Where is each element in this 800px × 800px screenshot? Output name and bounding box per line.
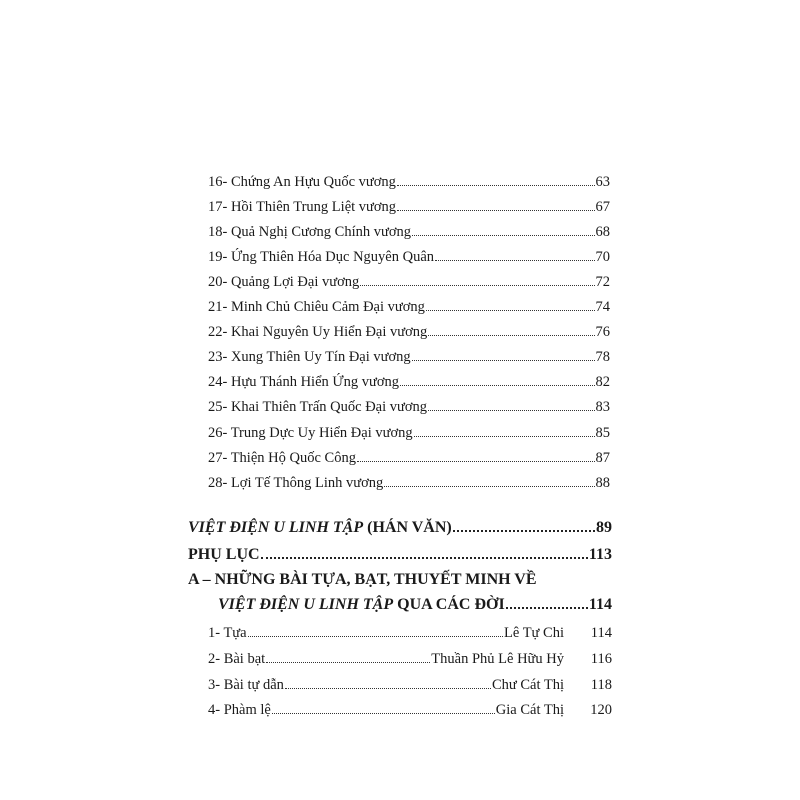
appendix-entry xyxy=(208,700,612,719)
section-part-a xyxy=(218,593,612,615)
leader-dots xyxy=(435,247,594,261)
entry-page: 68 xyxy=(595,224,610,240)
leader-dots xyxy=(453,516,595,532)
leader-dots xyxy=(412,222,594,236)
section-part-a-heading: A – NHỮNG BÀI TỰA, BẠT, THUYẾT MINH VỀ xyxy=(188,571,537,588)
leader-dots xyxy=(426,297,595,311)
toc-entry xyxy=(208,297,610,316)
entry-page: 120 xyxy=(590,702,612,718)
entry-label: 27- Thiện Hộ Quốc Công xyxy=(208,450,356,466)
leader-dots xyxy=(261,543,588,559)
section-title-italic: VIỆT ĐIỆN U LINH TẬP xyxy=(188,519,364,536)
leader-dots xyxy=(285,675,491,689)
leader-dots xyxy=(248,623,503,637)
entry-label: 2- Bài bạt xyxy=(208,651,266,667)
entry-page: 70 xyxy=(595,249,610,265)
entry-label: 20- Quảng Lợi Đại vương xyxy=(208,274,360,290)
entry-label: 22- Khai Nguyên Uy Hiển Đại vương xyxy=(208,324,428,340)
entry-label: 24- Hựu Thánh Hiển Ứng vương xyxy=(208,374,400,390)
entry-label: 17- Hồi Thiên Trung Liệt vương xyxy=(208,199,397,215)
entry-page: 82 xyxy=(595,374,610,390)
toc-entry xyxy=(208,347,610,366)
toc-entry xyxy=(208,247,610,266)
toc-entry xyxy=(208,372,610,391)
entry-page: 87 xyxy=(595,450,610,466)
leader-dots xyxy=(506,593,588,609)
entry-page: 72 xyxy=(595,274,610,290)
section-han-van xyxy=(188,516,612,538)
section-title-italic: VIỆT ĐIỆN U LINH TẬP xyxy=(218,596,394,613)
entry-page: 114 xyxy=(590,625,612,641)
entry-page: 85 xyxy=(595,425,610,441)
toc-entry xyxy=(208,473,610,492)
section-page: 89 xyxy=(596,519,612,536)
appendix-entry xyxy=(208,675,612,694)
section-title: PHỤ LỤC xyxy=(188,546,260,563)
entry-page: 74 xyxy=(595,299,610,315)
entry-label: 28- Lợi Tế Thông Linh vương xyxy=(208,475,384,491)
leader-dots xyxy=(412,347,595,361)
leader-dots xyxy=(384,473,594,487)
leader-dots xyxy=(266,649,430,663)
section-phu-luc xyxy=(188,543,612,565)
toc-entry xyxy=(208,197,610,216)
entry-page: 116 xyxy=(590,651,612,667)
section-title-rest: (HÁN VĂN) xyxy=(363,519,452,536)
appendix-entry xyxy=(208,623,612,642)
leader-dots xyxy=(272,700,495,714)
toc-entry xyxy=(208,397,610,416)
entry-author: Chư Cát Thị xyxy=(491,677,564,693)
toc-entry xyxy=(208,172,610,191)
entry-label: 18- Quả Nghị Cương Chính vương xyxy=(208,224,412,240)
entry-page: 67 xyxy=(595,199,610,215)
entry-author: Thuần Phủ Lê Hữu Hỷ xyxy=(431,651,564,667)
entry-page: 78 xyxy=(595,349,610,365)
leader-dots xyxy=(360,272,594,286)
entry-page: 63 xyxy=(595,174,610,190)
entry-label: 1- Tựa xyxy=(208,625,247,641)
toc-entry xyxy=(208,448,610,467)
entry-author: Gia Cát Thị xyxy=(495,702,564,718)
entry-label: 25- Khai Thiên Trấn Quốc Đại vương xyxy=(208,399,428,415)
appendix-entry xyxy=(208,649,612,668)
toc-entry xyxy=(208,423,610,442)
leader-dots xyxy=(428,322,594,336)
entry-page: 83 xyxy=(595,399,610,415)
leader-dots xyxy=(357,448,595,462)
section-title-rest: QUA CÁC ĐỜI xyxy=(393,596,505,613)
entry-page: 118 xyxy=(590,677,612,693)
entry-label: 26- Trung Dực Uy Hiển Đại vương xyxy=(208,425,413,441)
entry-label: 19- Ứng Thiên Hóa Dục Nguyên Quân xyxy=(208,249,435,265)
entry-page: 88 xyxy=(595,475,610,491)
entry-page: 76 xyxy=(595,324,610,340)
entry-label: 16- Chứng An Hựu Quốc vương xyxy=(208,174,396,190)
entry-label: 21- Minh Chủ Chiêu Cảm Đại vương xyxy=(208,299,425,315)
toc-entry xyxy=(208,222,610,241)
entry-label: 4- Phàm lệ xyxy=(208,702,271,718)
entry-author: Lê Tự Chi xyxy=(504,625,564,641)
leader-dots xyxy=(397,172,595,186)
toc-entry xyxy=(208,322,610,341)
section-page: 113 xyxy=(588,546,612,563)
leader-dots xyxy=(397,197,594,211)
entry-label: 23- Xung Thiên Uy Tín Đại vương xyxy=(208,349,411,365)
leader-dots xyxy=(428,397,594,411)
leader-dots xyxy=(414,423,595,437)
entry-label: 3- Bài tự dẫn xyxy=(208,677,284,693)
toc-entry xyxy=(208,272,610,291)
section-page: 114 xyxy=(588,596,612,613)
leader-dots xyxy=(400,372,594,386)
